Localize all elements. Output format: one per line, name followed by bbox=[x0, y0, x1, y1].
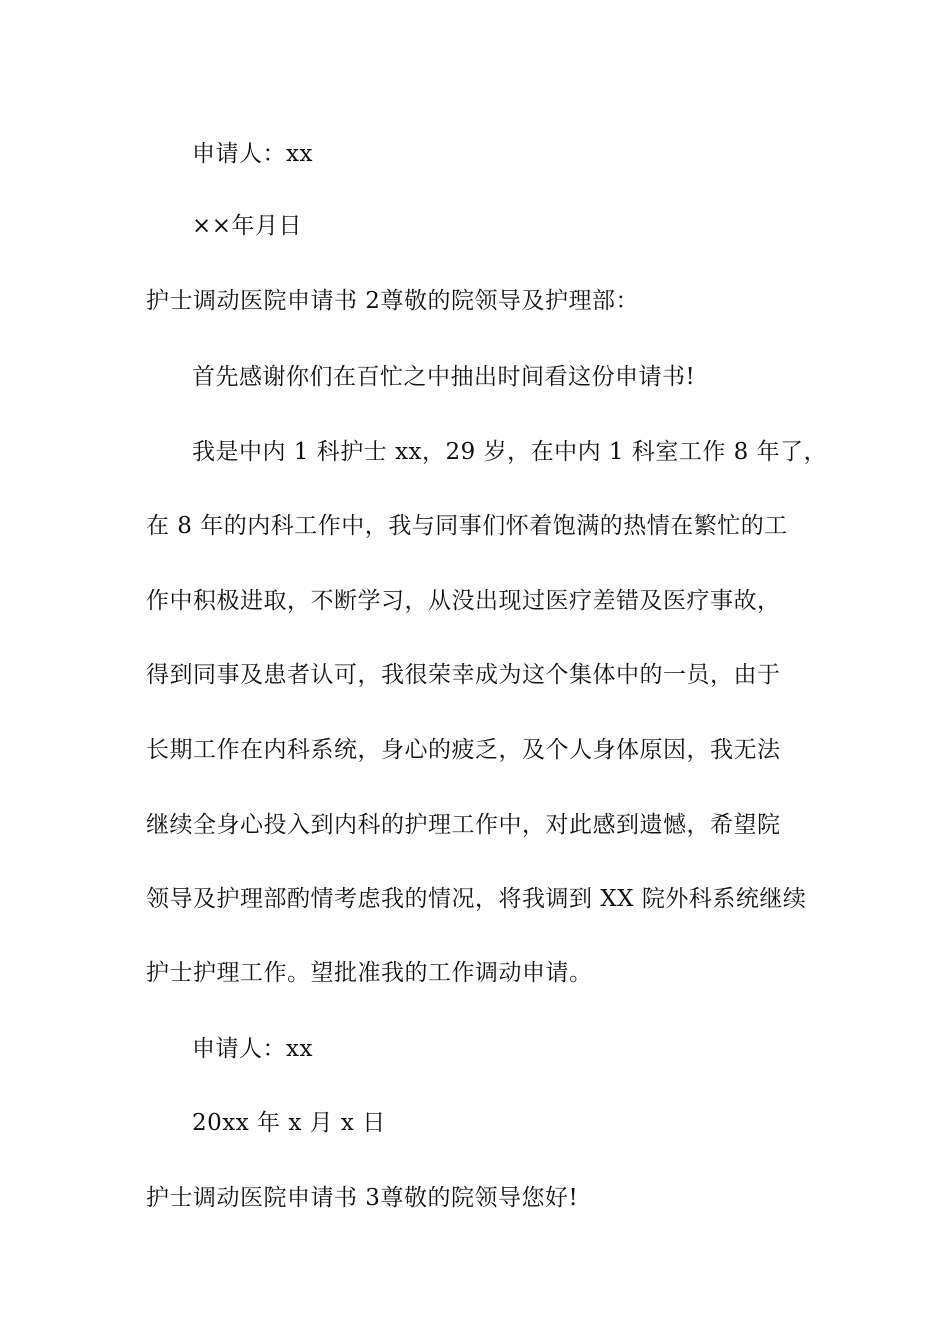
letter-2-body-line: 在 8 年的内科工作中，我与同事们怀着饱满的热情在繁忙的工 bbox=[146, 513, 788, 539]
letter-2-body-line: 护士护理工作。望批准我的工作调动申请。 bbox=[146, 960, 593, 986]
letter-3-heading: 护士调动医院申请书 3尊敬的院领导您好! bbox=[146, 1185, 579, 1211]
letter-2-body-line: 领导及护理部酌情考虑我的情况，将我调到 XX 院外科系统继续 bbox=[146, 886, 807, 912]
letter-2-body-line: 继续全身心投入到内科的护理工作中，对此感到遗憾，希望院 bbox=[146, 812, 781, 838]
letter-2-body-line: 作中积极进取，不断学习，从没出现过医疗差错及医疗事故， bbox=[146, 588, 781, 614]
letter-2-body-line: 长期工作在内科系统，身心的疲乏，及个人身体原因，我无法 bbox=[146, 737, 781, 763]
date-line-1: ××年月日 bbox=[192, 213, 303, 239]
letter-2-body-line: 我是中内 1 科护士 xx，29 岁，在中内 1 科室工作 8 年了， bbox=[192, 439, 828, 465]
applicant-signature-1: 申请人：xx bbox=[192, 141, 313, 167]
date-line-2: 20xx 年 x 月 x 日 bbox=[192, 1110, 386, 1136]
letter-2-body-line: 得到同事及患者认可，我很荣幸成为这个集体中的一员，由于 bbox=[146, 662, 781, 688]
letter-2-opening: 首先感谢你们在百忙之中抽出时间看这份申请书! bbox=[192, 364, 696, 390]
applicant-signature-2: 申请人：xx bbox=[192, 1036, 313, 1062]
letter-2-heading: 护士调动医院申请书 2尊敬的院领导及护理部： bbox=[146, 288, 639, 314]
